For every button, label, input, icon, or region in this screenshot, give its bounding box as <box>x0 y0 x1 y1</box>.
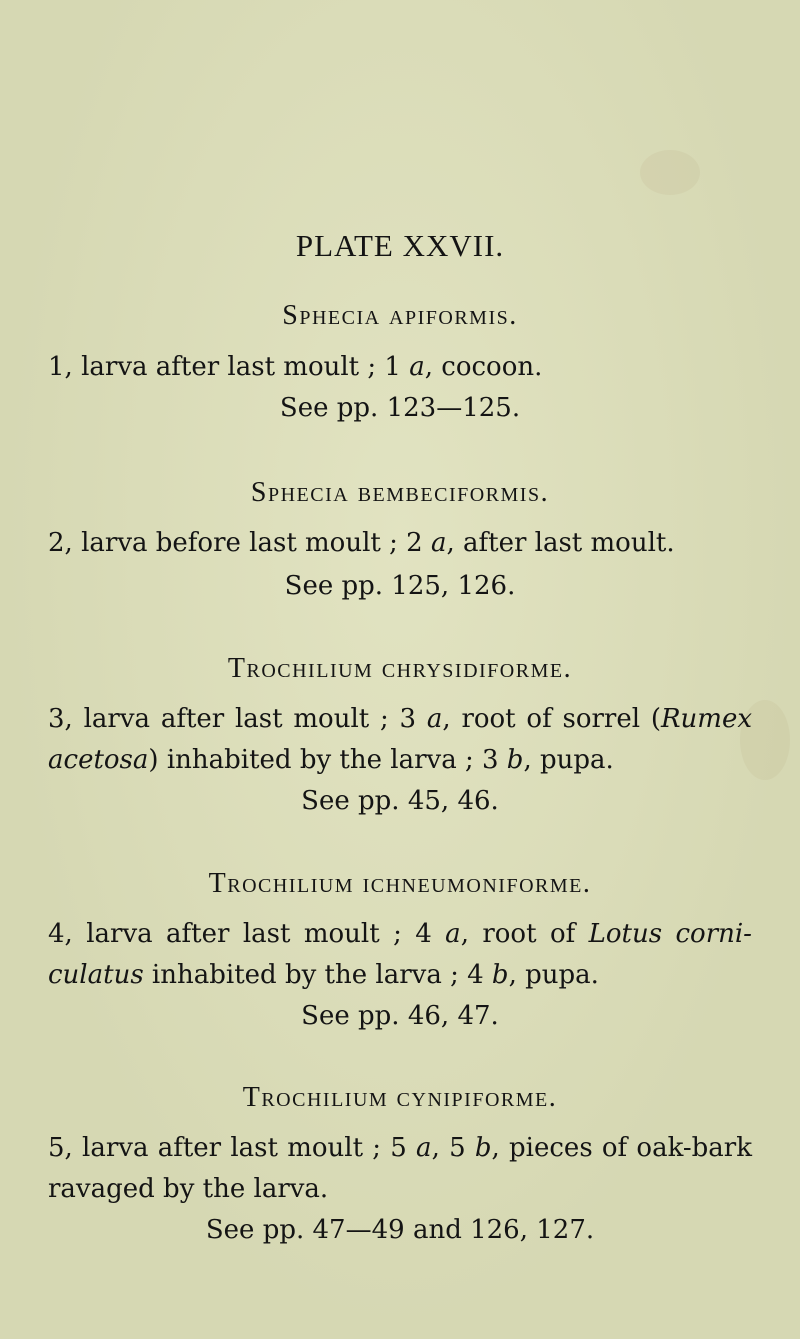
caption-line: 1, larva after last moult ; 1 a, cocoon. <box>48 352 543 382</box>
page-reference: See pp. 46, 47. <box>301 1001 499 1031</box>
caption-line: culatus inhabited by the larva ; 4 b, pupa. <box>48 960 599 990</box>
caption-line: ravaged by the larva. <box>48 1174 329 1204</box>
caption-line: 3, larva after last moult ; 3 a, root of sorrel (Rumex <box>48 704 752 734</box>
caption-line: 2, larva before last moult ; 2 a, after last moult. <box>48 528 675 558</box>
paper-stain <box>640 150 700 195</box>
plate-title: PLATE XXVII. <box>295 228 505 263</box>
caption-line: acetosa) inhabited by the larva ; 3 b, pupa. <box>48 745 614 775</box>
page-reference: See pp. 45, 46. <box>301 786 499 816</box>
page-reference: See pp. 125, 126. <box>284 571 516 601</box>
species-heading-sphecia-apiformis: Sphecia apiformis. <box>282 300 518 331</box>
caption-line: 5, larva after last moult ; 5 a, 5 b, pieces of oak-bark <box>48 1133 752 1163</box>
species-heading-sphecia-bembeciformis: Sphecia bembeciformis. <box>250 477 550 508</box>
page-reference: See pp. 123—125. <box>279 393 521 423</box>
page-reference: See pp. 47—49 and 126, 127. <box>205 1215 595 1245</box>
species-heading-trochilium-ichneumoniforme: Trochilium ichneumoniforme. <box>208 868 592 899</box>
species-heading-trochilium-cynipiforme: Trochilium cynipiforme. <box>242 1082 558 1113</box>
species-heading-trochilium-chrysidiforme: Trochilium chrysidiforme. <box>227 653 573 684</box>
caption-line: 4, larva after last moult ; 4 a, root of Lotus corni- <box>48 919 752 949</box>
